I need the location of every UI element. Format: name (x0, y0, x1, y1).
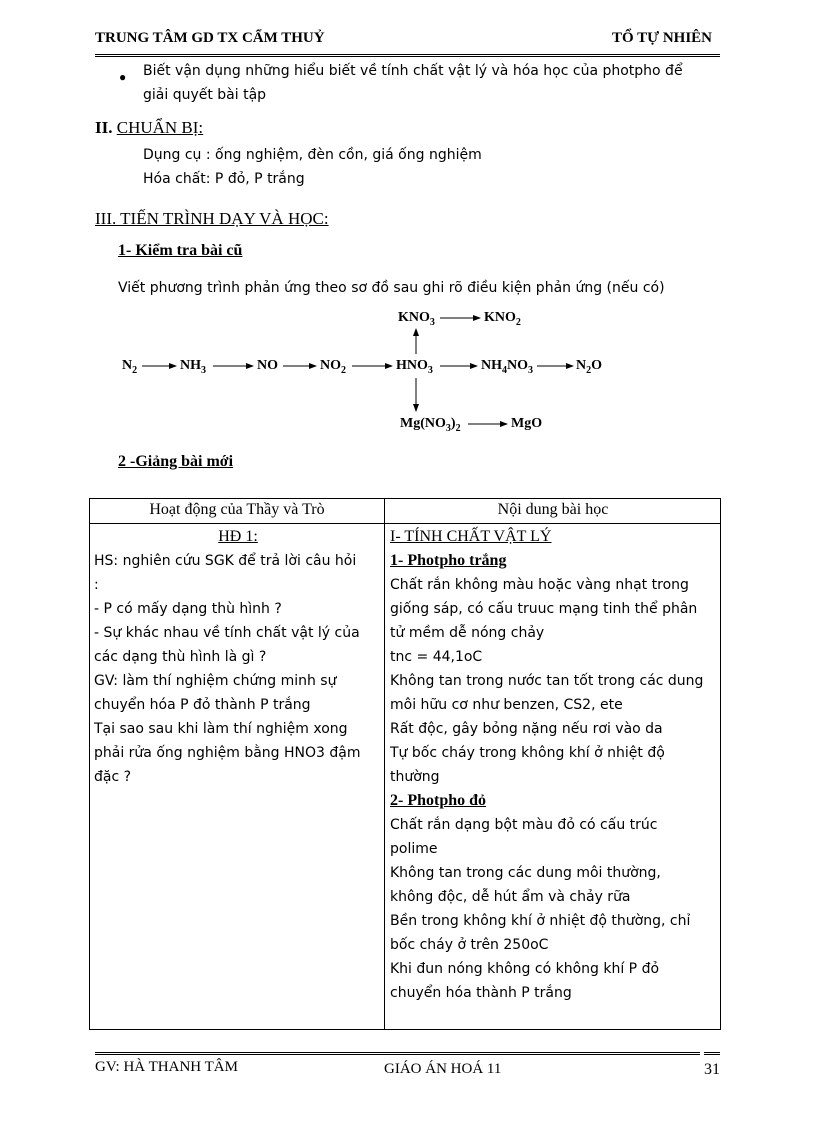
chem-mgno3: $Mg(NO_3)_2$ (400, 416, 461, 434)
footer-rule-right (704, 1052, 720, 1055)
chem-kno2: $KNO_2$ (484, 310, 521, 328)
white-line: tử mềm dễ nóng chảy (390, 625, 545, 641)
white-line: Không tan trong nước tan tốt trong các dung (390, 673, 704, 689)
hd1-title: HĐ 1: (218, 528, 258, 545)
left-line: chuyển hóa P đỏ thành P trắng (94, 697, 311, 713)
chem-no2: $NO_2$ (320, 358, 346, 376)
left-line: Tại sao sau khi làm thí nghiệm xong (94, 721, 348, 737)
chem-n2o: $N_2O$ (576, 358, 603, 376)
chem-no: NO (257, 358, 278, 373)
objective-line-1: Biết vận dụng những hiểu biết về tính chất vật lý và hóa học của photpho để (143, 63, 683, 79)
chem-nh3: $NH_3$ (180, 358, 206, 376)
red-line: Chất rắn dạng bột màu đỏ có cấu trúc (390, 817, 658, 833)
left-line: - Sự khác nhau về tính chất vật lý của (94, 625, 360, 641)
red-line: bốc cháy ở trên 250oC (390, 937, 549, 953)
section3-instruction: Viết phương trình phản ứng theo sơ đồ sau ghi rõ điều kiện phản ứng (nếu có) (118, 280, 665, 296)
white-line: Chất rắn không màu hoặc vàng nhạt trong (390, 577, 689, 593)
left-line: phải rửa ống nghiệm bằng HNO3 đậm (94, 745, 361, 761)
red-line: Khi đun nóng không có không khí P đỏ (390, 961, 660, 977)
left-line: đặc ? (94, 769, 132, 785)
right-title: I- TÍNH CHẤT VẬT LÝ (390, 528, 552, 545)
header-right: TỔ TỰ NHIÊN (612, 30, 713, 46)
chem-mgo: MgO (511, 416, 543, 431)
section3-sub2: 2 -Giảng bài mới (118, 453, 234, 470)
chem-kno3: $KNO_3$ (398, 310, 435, 328)
section2-chemicals: Hóa chất: P đỏ, P trắng (143, 171, 305, 187)
red-line: Bền trong không khí ở nhiệt độ thường, chỉ (390, 913, 691, 929)
white-line: tnc = 44,1oC (390, 649, 483, 665)
lesson-table (89, 498, 721, 1030)
section2-num: II. (95, 118, 113, 137)
left-line: : (94, 577, 99, 593)
section3-title: III. TIẾN TRÌNH DẠY VÀ HỌC: (95, 209, 329, 228)
chem-nh4no3: $NH_4NO_3$ (481, 358, 533, 376)
left-line: - P có mấy dạng thù hình ? (94, 601, 282, 617)
left-line: các dạng thù hình là gì ? (94, 649, 267, 665)
col1-header: Hoạt động của Thầy và Trò (149, 501, 325, 518)
left-column (94, 525, 382, 789)
bullet-icon: ● (119, 70, 127, 84)
white-p-title: 1- Photpho trắng (390, 552, 507, 569)
red-line: không độc, dễ hút ẩm và chảy rữa (390, 889, 631, 905)
section2-tools: Dụng cụ : ống nghiệm, đèn cồn, giá ống nghiệm (143, 147, 482, 163)
footer-title: GIÁO ÁN HOÁ 11 (384, 1061, 502, 1077)
white-line: giống sáp, có cấu truuc mạng tinh thể phân (390, 601, 698, 617)
header-left: TRUNG TÂM GD TX CẨM THUỶ (95, 30, 325, 46)
white-line: thường (390, 769, 440, 785)
red-line: Không tan trong các dung môi thường, (390, 865, 661, 881)
white-line: môi hữu cơ như benzen, CS2, ete (390, 697, 623, 713)
white-line: Tự bốc cháy trong không khí ở nhiệt độ (390, 745, 665, 761)
red-p-title: 2- Photpho đỏ (390, 792, 487, 809)
section2-title: CHUẨN BỊ: (116, 118, 204, 137)
section3-sub1: 1- Kiểm tra bài cũ (118, 242, 243, 259)
right-column (390, 525, 718, 1005)
footer-rule-left (95, 1052, 700, 1055)
white-line: Rất độc, gây bỏng nặng nếu rơi vào da (390, 721, 663, 737)
footer-teacher: GV: HÀ THANH TÂM (95, 1059, 238, 1075)
col2-header: Nội dung bài học (497, 501, 609, 518)
left-line: HS: nghiên cứu SGK để trả lời câu hỏi (94, 553, 357, 569)
red-line: polime (390, 841, 438, 857)
red-line: chuyển hóa thành P trắng (390, 985, 572, 1001)
table-column-divider (384, 499, 385, 1029)
chem-n2: $N_2$ (122, 358, 138, 376)
left-line: GV: làm thí nghiệm chứng minh sự (94, 673, 337, 689)
page-number: 31 (704, 1061, 720, 1078)
objective-line-2: giải quyết bài tập (143, 87, 267, 103)
chem-hno3: $HNO_3$ (396, 358, 433, 376)
